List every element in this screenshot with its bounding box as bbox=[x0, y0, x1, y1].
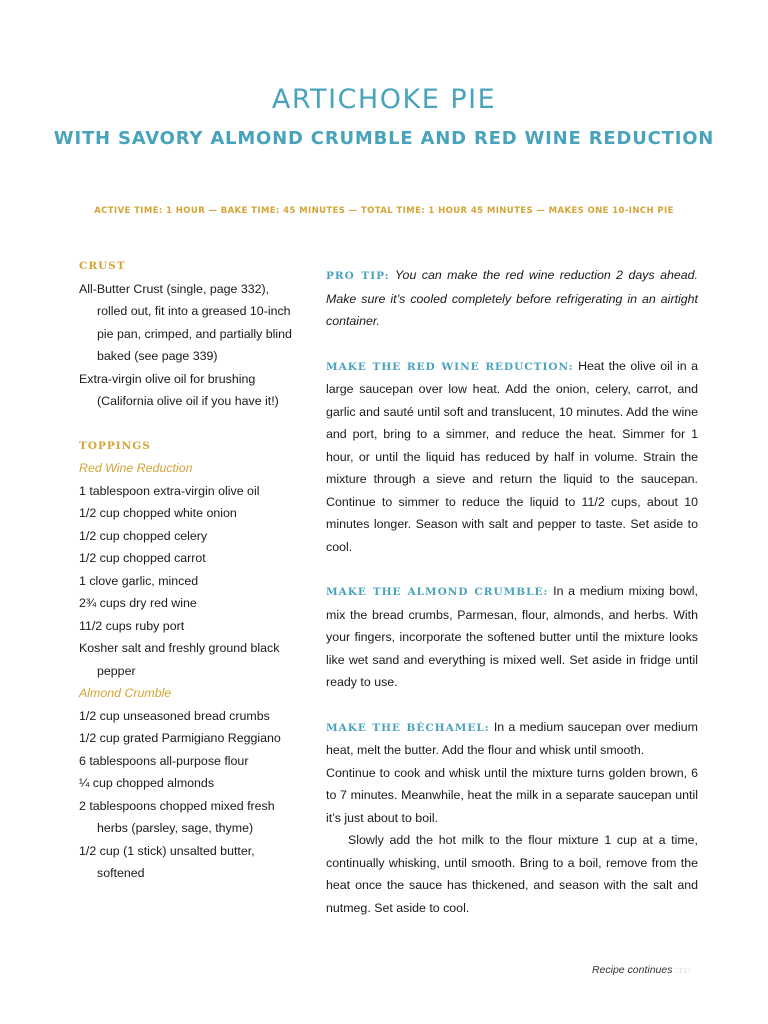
step-text: In a medium saucepan over medium heat, melt the butter. Add the flour and whisk until smooth. bbox=[326, 719, 699, 757]
footer-text: Recipe continues bbox=[591, 964, 673, 976]
ingredient-item: ¼ cup chopped almonds bbox=[79, 776, 215, 790]
ingredients-column bbox=[79, 255, 294, 885]
pro-tip-label: PRO TIP: bbox=[326, 270, 390, 282]
step-almond-crumble bbox=[326, 580, 698, 694]
toppings-heading: TOPPINGS bbox=[79, 439, 151, 452]
step-label: MAKE THE RED WINE REDUCTION: bbox=[326, 360, 574, 373]
ingredient-item: Kosher salt and freshly ground black pepper bbox=[79, 641, 280, 678]
ingredient-item: 1/2 cup chopped white onion bbox=[79, 506, 237, 520]
ingredient-item: 11/2 cups ruby port bbox=[79, 618, 185, 633]
continue-arrow-icon: □□□ bbox=[675, 966, 690, 975]
method-column bbox=[326, 264, 698, 919]
step-bechamel bbox=[326, 716, 698, 762]
step-red-wine-reduction bbox=[326, 355, 698, 559]
recipe-title: ARTICHOKE PIE bbox=[271, 84, 497, 115]
ingredient-item: 1 tablespoon extra-virgin olive oil bbox=[79, 483, 260, 498]
ingredient-item: 1/2 cup chopped carrot bbox=[79, 551, 206, 565]
step-text: Slowly add the hot milk to the flour mixture 1 cup at a time, continually whisking, until smooth. Bring to a boil, remove from the heat once the sauce has thickened, and season with the salt and nutmeg. Set aside to cool. bbox=[326, 833, 698, 915]
ingredient-item: 2 tablespoons chopped mixed fresh herbs (parsley, sage, thyme) bbox=[79, 798, 275, 835]
pro-tip-text: You can make the red wine reduction 2 days ahead. Make sure it’s cooled completely before refrigerating in an airtight container. bbox=[326, 268, 698, 328]
pro-tip bbox=[326, 264, 698, 333]
ingredient-item: 1/2 cup (1 stick) unsalted butter, softened bbox=[79, 843, 255, 880]
ingredient-item: 1/2 cup chopped celery bbox=[79, 528, 208, 543]
ingredient-item: 6 tablespoons all-purpose flour bbox=[79, 753, 249, 768]
ingredient-item: 1/2 cup grated Parmigiano Reggiano bbox=[79, 731, 281, 745]
almond-crumble-subheading: Almond Crumble bbox=[79, 686, 172, 700]
timing-line: ACTIVE TIME: 1 HOUR — BAKE TIME: 45 MINUTES — TOTAL TIME: 1 HOUR 45 MINUTES — MAKES ONE 10-INCH PIE bbox=[94, 206, 674, 216]
ingredient-item: 1/2 cup unseasoned bread crumbs bbox=[79, 708, 270, 723]
recipe-continues-note bbox=[560, 964, 690, 976]
ingredient-item: Extra-virgin olive oil for brushing (California olive oil if you have it!) bbox=[79, 371, 279, 408]
recipe-subtitle: WITH SAVORY ALMOND CRUMBLE AND RED WINE REDUCTION bbox=[53, 128, 715, 149]
step-text: Continue to cook and whisk until the mixture turns golden brown, 6 to 7 minutes. Meanwhile, heat the milk in a separate saucepan until it’s just about to boil. bbox=[326, 765, 698, 825]
red-wine-reduction-subheading: Red Wine Reduction bbox=[79, 461, 193, 475]
step-label: MAKE THE BÉCHAMEL: bbox=[326, 721, 490, 734]
step-text: In a medium mixing bowl, mix the bread crumbs, Parmesan, flour, almonds, and herbs. With your fingers, incorporate the softened butter until the mixture looks like wet sand and everything is mixed well. Set aside in fridge until ready to use. bbox=[326, 584, 699, 689]
ingredient-item: 2¾ cups dry red wine bbox=[79, 596, 197, 610]
ingredient-item: 1 clove garlic, minced bbox=[79, 573, 199, 588]
step-text: Heat the olive oil in a large saucepan over low heat. Add the onion, celery, carrot, and garlic and sauté until soft and translucent, 10 minutes. Add the wine and port, bring to a simmer, and reduce the heat. Simmer for 1 hour, or until the liquid has reduced by half in volume. Strain the mixture through a sieve and return the liquid to the saucepan. Continue to simmer to reduce the liquid to 11/2 cups, about 10 minutes longer. Season with salt and pepper to taste. Set aside to cool. bbox=[326, 358, 699, 554]
ingredient-item: All-Butter Crust (single, page 332), rolled out, fit into a greased 10-inch pie pan, crimped, and partially blind baked (see page 339) bbox=[79, 281, 292, 363]
step-label: MAKE THE ALMOND CRUMBLE: bbox=[326, 586, 549, 598]
crust-heading: CRUST bbox=[79, 260, 126, 272]
